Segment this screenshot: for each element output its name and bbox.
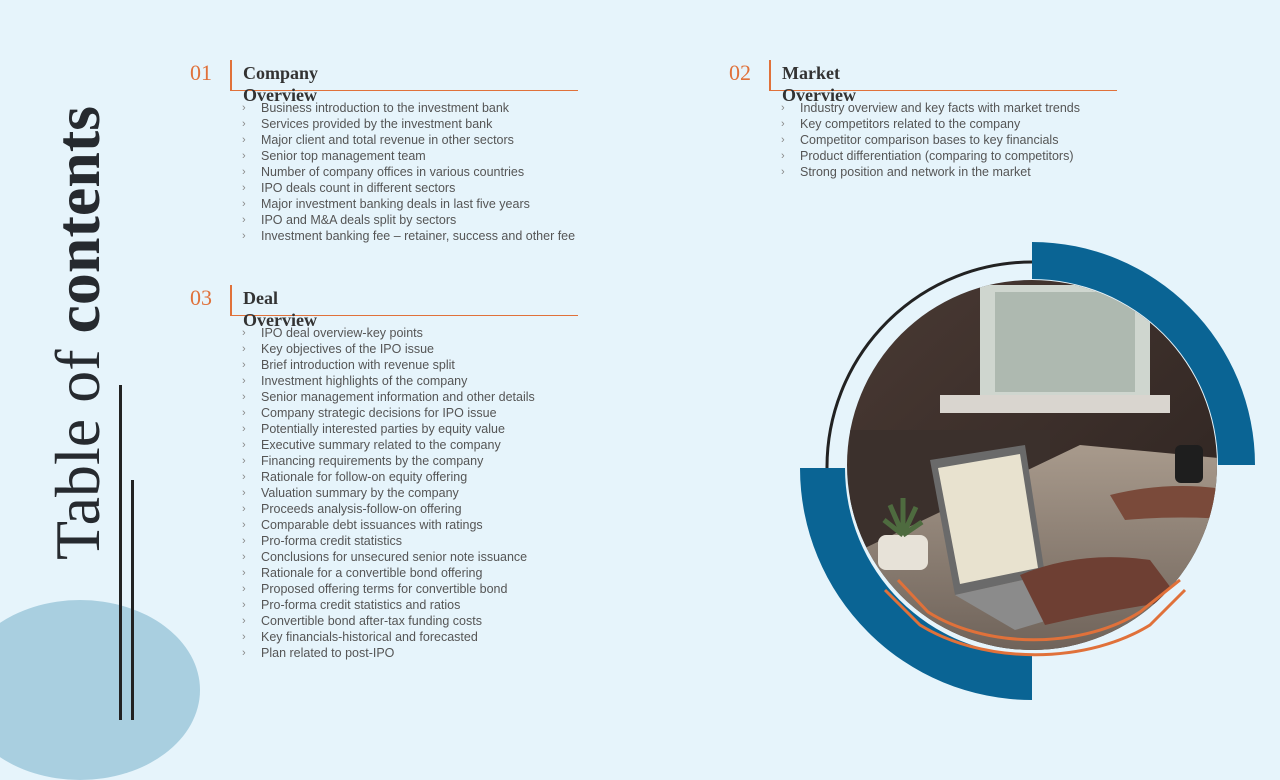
list-item-text: IPO and M&A deals split by sectors [261,213,457,227]
chevron-right-icon: › [242,359,246,371]
list-item-text: Senior top management team [261,149,426,163]
chevron-right-icon: › [242,214,246,226]
chevron-right-icon: › [242,343,246,355]
list-item [781,100,1080,116]
chevron-right-icon: › [242,647,246,659]
list-item-text: Potentially interested parties by equity value [261,422,505,436]
list-item [242,629,535,645]
page-title [38,105,118,560]
list-item [242,597,535,613]
chevron-right-icon: › [242,519,246,531]
list-item-text: Pro-forma credit statistics [261,534,403,548]
chevron-right-icon: › [781,118,785,130]
list-item [242,389,535,405]
list-item [242,421,535,437]
title-part-2: contents [42,105,113,334]
chevron-right-icon: › [242,230,246,242]
chevron-right-icon: › [242,166,246,178]
chevron-right-icon: › [781,134,785,146]
list-item-text: Number of company offices in various countries [261,165,525,179]
section-item-list [242,100,575,244]
list-item [242,228,575,244]
chevron-right-icon: › [242,631,246,643]
list-item-text: Key financials-historical and forecasted [261,630,478,644]
chevron-right-icon: › [242,391,246,403]
list-item-text: Senior management information and other details [261,390,535,404]
list-item [242,373,535,389]
list-item-text: Pro-forma credit statistics and ratios [261,598,461,612]
chevron-right-icon: › [242,118,246,130]
list-item-text: Proposed offering terms for convertible bond [261,582,508,596]
list-item-text: Brief introduction with revenue split [261,358,455,372]
list-item-text: Major client and total revenue in other sectors [261,133,514,147]
list-item-text: Executive summary related to the company [261,438,501,452]
chevron-right-icon: › [242,439,246,451]
list-item-text: Major investment banking deals in last five years [261,197,530,211]
list-item-text: Product differentiation (comparing to competitors) [800,149,1074,163]
list-item-text: Valuation summary by the company [261,486,459,500]
list-item-text: Investment highlights of the company [261,374,468,388]
list-item [242,565,535,581]
section-item-list [781,100,1080,180]
list-item-text: Rationale for follow-on equity offering [261,470,468,484]
chevron-right-icon: › [242,487,246,499]
list-item [781,132,1080,148]
chevron-right-icon: › [781,102,785,114]
section-title: Company Overview [243,63,319,105]
list-item-text: Industry overview and key facts with market trends [800,101,1080,115]
list-item [242,437,535,453]
chevron-right-icon: › [242,407,246,419]
section-title: Market Overview [782,63,856,105]
list-item [242,485,535,501]
chevron-right-icon: › [242,182,246,194]
list-item-text: Strong position and network in the market [800,165,1031,179]
list-item-text: Rationale for a convertible bond offering [261,566,483,580]
list-item [242,212,575,228]
title-part-1: Table of [42,333,113,560]
list-item-text: IPO deals count in different sectors [261,181,456,195]
chevron-right-icon: › [242,102,246,114]
list-item [242,469,535,485]
list-item [781,164,1080,180]
list-item-text: Conclusions for unsecured senior note issuance [261,550,528,564]
list-item-text: Proceeds analysis-follow-on offering [261,502,462,516]
list-item [242,549,535,565]
list-item-text: Key objectives of the IPO issue [261,342,435,356]
chevron-right-icon: › [242,198,246,210]
list-item-text: Plan related to post-IPO [261,646,395,660]
list-item [242,164,575,180]
list-item-text: Business introduction to the investment bank [261,101,510,115]
decorative-line [131,480,134,720]
chevron-right-icon: › [242,455,246,467]
chevron-right-icon: › [242,583,246,595]
list-item-text: Financing requirements by the company [261,454,484,468]
chevron-right-icon: › [242,599,246,611]
list-item [242,645,535,661]
list-item [242,581,535,597]
list-item [242,100,575,116]
list-item [242,501,535,517]
list-item [781,148,1080,164]
list-item-text: Services provided by the investment bank [261,117,493,131]
decorative-blob [0,600,200,780]
list-item [242,132,575,148]
chevron-right-icon: › [242,150,246,162]
list-item [242,148,575,164]
list-item [242,357,535,373]
section-number: 03 [190,285,212,310]
chevron-right-icon: › [242,503,246,515]
list-item-text: Investment banking fee – retainer, success and other fee [261,229,576,243]
chevron-right-icon: › [242,567,246,579]
list-item [242,196,575,212]
section-item-list [242,325,535,661]
list-item [242,180,575,196]
chevron-right-icon: › [242,471,246,483]
chevron-right-icon: › [242,551,246,563]
list-item [242,116,575,132]
list-item-text: Company strategic decisions for IPO issue [261,406,497,420]
chevron-right-icon: › [242,327,246,339]
list-item [242,405,535,421]
list-item-text: Key competitors related to the company [800,117,1021,131]
list-item [781,116,1080,132]
list-item [242,325,535,341]
section-tick [769,60,771,90]
section-number: 01 [190,60,212,85]
section-tick [230,285,232,315]
section-title: Deal Overview [243,288,317,330]
list-item [242,533,535,549]
chevron-right-icon: › [242,535,246,547]
chevron-right-icon: › [781,166,785,178]
list-item [242,613,535,629]
list-item [242,517,535,533]
list-item-text: Comparable debt issuances with ratings [261,518,483,532]
chevron-right-icon: › [781,150,785,162]
photo-illustration [780,230,1280,710]
list-item-text: Competitor comparison bases to key financials [800,133,1059,147]
chevron-right-icon: › [242,134,246,146]
chevron-right-icon: › [242,423,246,435]
section-number: 02 [729,60,751,85]
list-item-text: Convertible bond after-tax funding costs [261,614,482,628]
section-tick [230,60,232,90]
list-item [242,453,535,469]
list-item-text: IPO deal overview-key points [261,326,423,340]
list-item [242,341,535,357]
decorative-line [119,385,122,720]
chevron-right-icon: › [242,375,246,387]
chevron-right-icon: › [242,615,246,627]
